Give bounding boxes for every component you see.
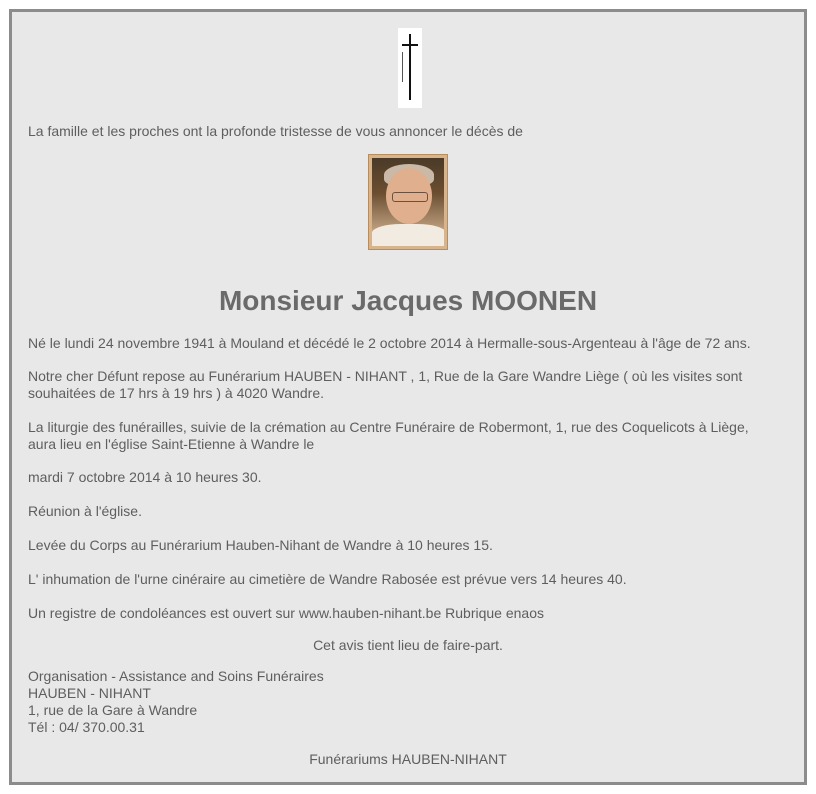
inhumation-text: L' inhumation de l'urne cinéraire au cimetière de Wandre Rabosée est prévue vers 14 heures 40. (28, 571, 627, 587)
levee-text: Levée du Corps au Funérarium Hauben-Nihant de Wandre à 10 heures 15. (28, 537, 493, 553)
cross-icon (398, 28, 422, 108)
repose-line-2: souhaitées de 17 hrs à 19 hrs ) à 4020 Wandre. (28, 385, 324, 401)
deceased-name: Monsieur Jacques MOONEN (218, 285, 598, 316)
repose-line-1: Notre cher Défunt repose au Funérarium HAUBEN - NIHANT , 1, Rue de la Gare Wandre Liège ( où les visites sont (28, 368, 743, 384)
org-line-3: 1, rue de la Gare à Wandre (28, 702, 198, 718)
liturgie-line-2: aura lieu en l'église Saint-Etienne à Wandre le (28, 436, 315, 452)
obituary-card (9, 9, 807, 785)
liturgie-line-1: La liturgie des funérailles, suivie de la crémation au Centre Funéraire de Robermont, 1, rue des Coquelicots à Liège, (28, 419, 749, 435)
reunion-text: Réunion à l'église. (28, 503, 142, 519)
org-line-2: HAUBEN - NIHANT (28, 685, 151, 701)
registre-text: Un registre de condoléances est ouvert sur www.hauben-nihant.be Rubrique enaos (28, 605, 544, 621)
birth-death-text: Né le lundi 24 novembre 1941 à Mouland et décédé le 2 octobre 2014 à Hermalle-sous-Argenteau à l'âge de 72 ans. (28, 335, 751, 351)
portrait-photo (368, 154, 448, 250)
intro-text: La famille et les proches ont la profonde tristesse de vous annoncer le décès de (28, 123, 523, 139)
org-phone: Tél : 04/ 370.00.31 (28, 719, 145, 735)
ceremony-date: mardi 7 octobre 2014 à 10 heures 30. (28, 469, 262, 485)
avis-text: Cet avis tient lieu de faire-part. (313, 637, 503, 653)
org-line-1: Organisation - Assistance and Soins Funéraires (28, 668, 324, 684)
footer-text: Funérariums HAUBEN-NIHANT (309, 751, 507, 767)
